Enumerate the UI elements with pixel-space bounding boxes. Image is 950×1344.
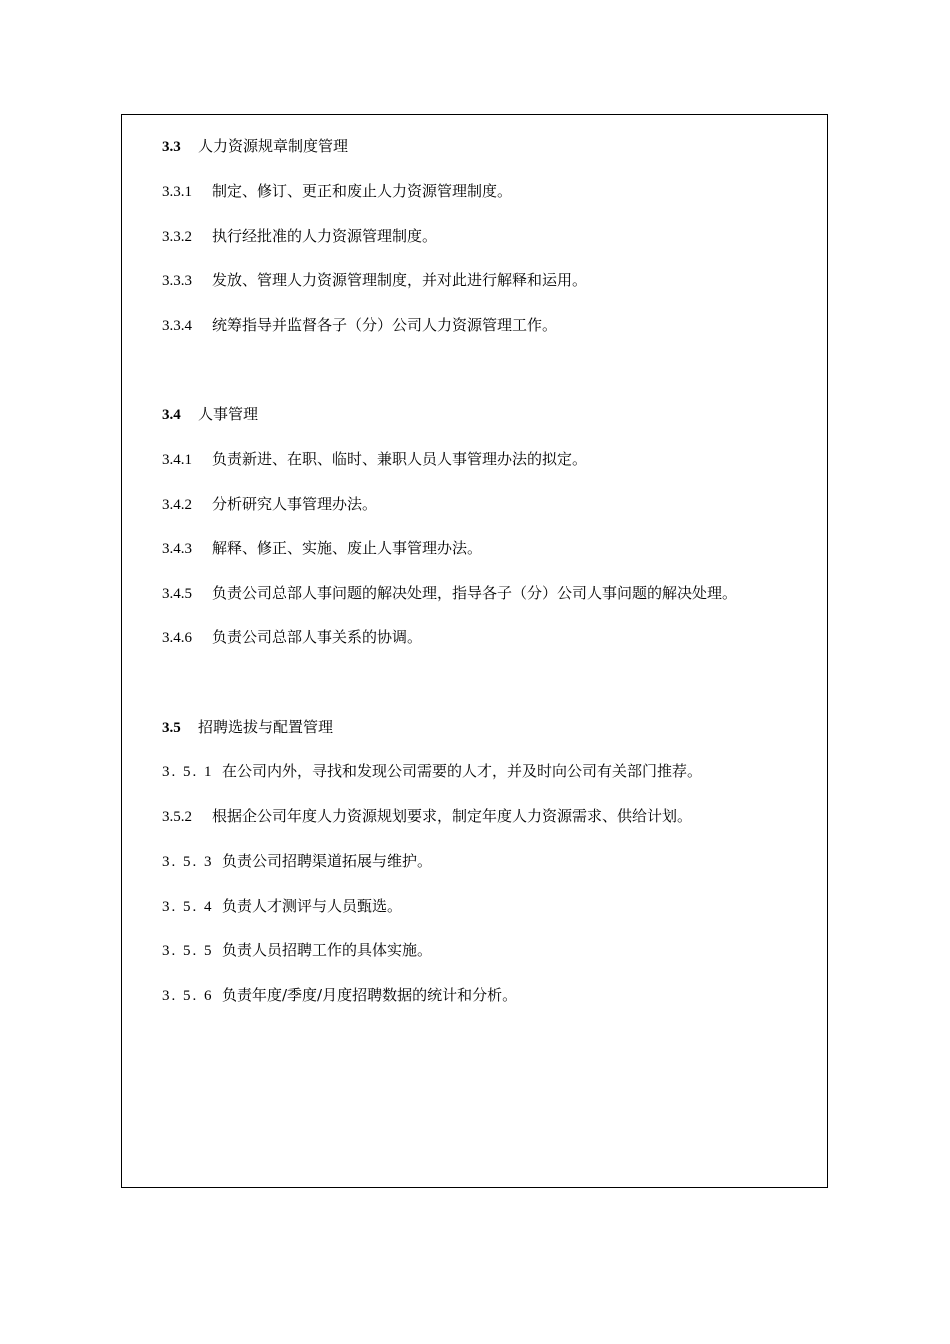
item-text: 负责公司招聘渠道拓展与维护。 [222, 852, 433, 870]
list-item [162, 940, 432, 961]
list-item [162, 494, 377, 515]
item-text: 执行经批准的人力资源管理制度。 [212, 227, 438, 245]
item-text: 发放、管理人力资源管理制度，并对此进行解释和运用。 [212, 271, 588, 289]
item-number: 3.4.5 [162, 586, 192, 602]
item-text: 负责年度/季度/月度招聘数据的统计和分析。 [222, 986, 518, 1004]
item-text: 负责公司总部人事问题的解决处理，指导各子（分）公司人事问题的解决处理。 [212, 584, 738, 602]
item-number: 3. 5. 4 [162, 899, 214, 915]
section-title: 人力资源规章制度管理 [198, 137, 349, 155]
item-text: 统筹指导并监督各子（分）公司人力资源管理工作。 [212, 316, 558, 334]
item-number: 3. 5. 6 [162, 988, 214, 1004]
list-item [162, 583, 737, 604]
item-text: 负责人才测评与人员甄选。 [222, 897, 403, 915]
section-number: 3.3 [162, 139, 181, 155]
list-item [162, 449, 587, 470]
item-text: 在公司内外，寻找和发现公司需要的人才，并及时向公司有关部门推荐。 [222, 762, 703, 780]
item-number: 3.3.1 [162, 184, 192, 200]
item-text: 负责人员招聘工作的具体实施。 [222, 941, 433, 959]
item-number: 3. 5. 1 [162, 764, 214, 780]
item-number: 3.4.1 [162, 452, 192, 468]
section-heading [162, 404, 258, 425]
list-item [162, 896, 402, 917]
item-text: 负责公司总部人事关系的协调。 [212, 628, 423, 646]
section-number: 3.5 [162, 720, 181, 736]
item-text: 分析研究人事管理办法。 [212, 495, 378, 513]
item-number: 3.3.2 [162, 229, 192, 245]
item-text: 负责新进、在职、临时、兼职人员人事管理办法的拟定。 [212, 450, 588, 468]
list-item [162, 181, 512, 202]
item-number: 3.5.2 [162, 809, 192, 825]
section-title: 人事管理 [198, 405, 259, 423]
item-number: 3.3.4 [162, 318, 192, 334]
list-item [162, 806, 692, 827]
item-number: 3.3.3 [162, 273, 192, 289]
item-number: 3.4.3 [162, 541, 192, 557]
list-item [162, 538, 482, 559]
section-number: 3.4 [162, 407, 181, 423]
list-item [162, 851, 432, 872]
section-title: 招聘选拔与配置管理 [198, 718, 334, 736]
item-number: 3.4.6 [162, 630, 192, 646]
section-heading [162, 717, 333, 738]
item-number: 3. 5. 3 [162, 854, 214, 870]
item-number: 3.4.2 [162, 497, 192, 513]
item-text: 解释、修正、实施、废止人事管理办法。 [212, 539, 483, 557]
list-item [162, 761, 702, 782]
list-item [162, 270, 587, 291]
item-text: 根据企公司年度人力资源规划要求，制定年度人力资源需求、供给计划。 [212, 807, 693, 825]
list-item [162, 315, 557, 336]
item-text: 制定、修订、更正和废止人力资源管理制度。 [212, 182, 513, 200]
item-number: 3. 5. 5 [162, 943, 214, 959]
list-item [162, 985, 517, 1006]
list-item [162, 226, 437, 247]
section-heading [162, 136, 348, 157]
list-item [162, 627, 422, 648]
